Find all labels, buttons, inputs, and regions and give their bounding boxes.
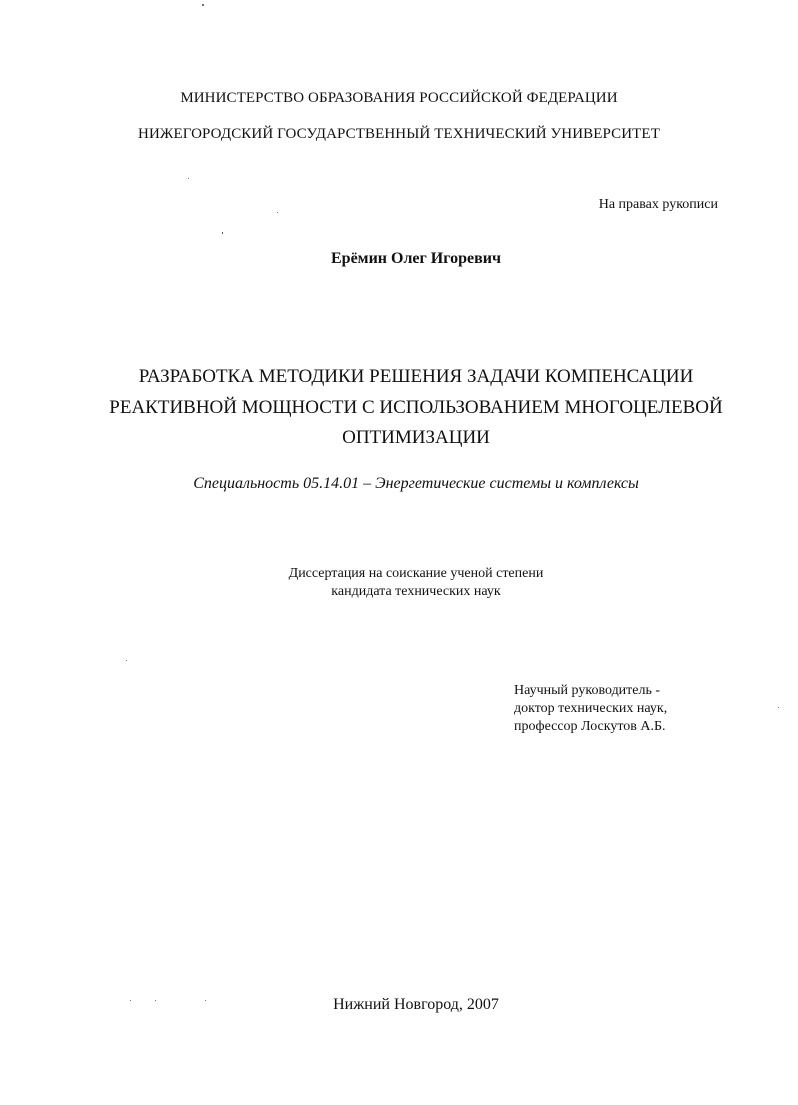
manuscript-rights-note: На правах рукописи bbox=[598, 197, 718, 212]
degree-line: кандидата технических наук bbox=[331, 584, 501, 599]
specialty-line: Специальность 05.14.01 – Энергетические системы и комплексы bbox=[193, 475, 639, 492]
scan-speck bbox=[778, 707, 779, 708]
university-heading: НИЖЕГОРОДСКИЙ ГОСУДАРСТВЕННЫЙ ТЕХНИЧЕСКИЙ УНИВЕРСИТЕТ bbox=[138, 126, 660, 142]
title-line: РАЗРАБОТКА МЕТОДИКИ РЕШЕНИЯ ЗАДАЧИ КОМПЕНСАЦИИ bbox=[138, 366, 694, 387]
degree-line: Диссертация на соискание ученой степени bbox=[288, 566, 544, 581]
title-line: ОПТИМИЗАЦИИ bbox=[342, 427, 490, 448]
scientific-advisor bbox=[514, 682, 667, 736]
scan-speck bbox=[205, 1000, 206, 1001]
advisor-line: доктор технических наук, bbox=[514, 701, 668, 716]
title-line: РЕАКТИВНОЙ МОЩНОСТИ С ИСПОЛЬЗОВАНИЕМ МНОГОЦЕЛЕВОЙ bbox=[109, 396, 723, 418]
advisor-line: профессор Лоскутов А.Б. bbox=[514, 719, 666, 734]
advisor-line: Научный руководитель - bbox=[514, 683, 661, 698]
city-year: Нижний Новгород, 2007 bbox=[333, 996, 499, 1013]
scan-speck bbox=[155, 1000, 156, 1001]
scan-speck bbox=[188, 178, 189, 179]
scan-speck bbox=[126, 660, 127, 661]
scan-speck bbox=[222, 232, 223, 234]
scan-speck bbox=[202, 4, 204, 6]
scan-speck bbox=[130, 1000, 131, 1001]
degree-statement bbox=[0, 565, 798, 601]
ministry-heading: МИНИСТЕРСТВО ОБРАЗОВАНИЯ РОССИЙСКОЙ ФЕДЕРАЦИИ bbox=[180, 90, 618, 106]
dissertation-title bbox=[0, 362, 798, 454]
scan-speck bbox=[277, 212, 278, 213]
author-name: Ерёмин Олег Игоревич bbox=[331, 250, 501, 267]
